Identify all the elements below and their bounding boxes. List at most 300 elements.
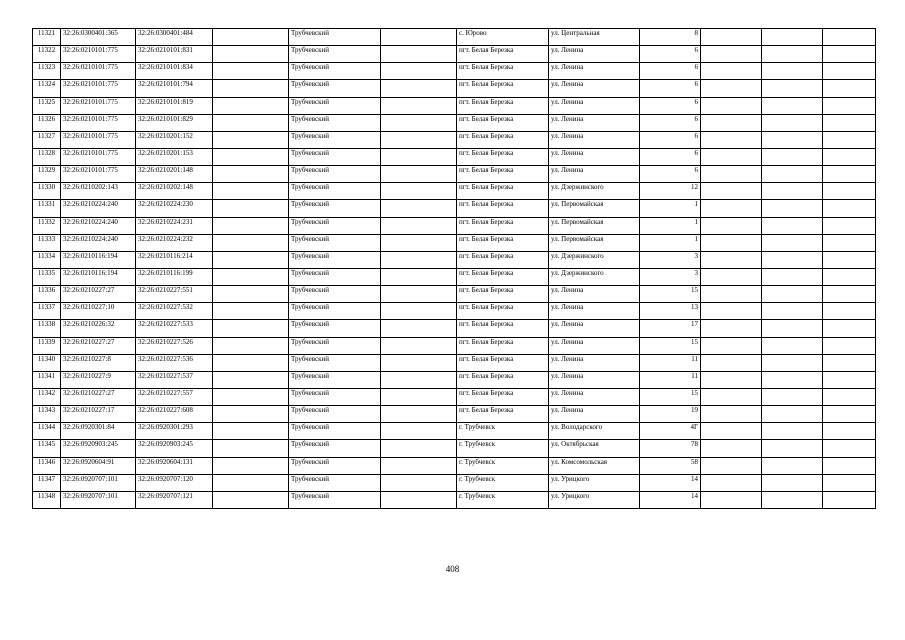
cadastral-parent: 32:26:0210224:240 <box>61 234 136 251</box>
district: Трубчевский <box>289 440 381 457</box>
settlement: пгт. Белая Березка <box>457 303 549 320</box>
row-number: 11339 <box>33 337 61 354</box>
row-number: 11346 <box>33 457 61 474</box>
district: Трубчевский <box>289 268 381 285</box>
row-number: 11327 <box>33 131 61 148</box>
table-row <box>33 234 876 251</box>
cadastral-number: 32:26:0210101:794 <box>136 80 213 97</box>
table-row <box>33 114 876 131</box>
blank-cell <box>823 166 876 183</box>
cadastral-number: 32:26:0920903:245 <box>136 440 213 457</box>
settlement: с. Юрово <box>457 29 549 46</box>
district: Трубчевский <box>289 371 381 388</box>
cadastral-number: 32:26:0210116:199 <box>136 268 213 285</box>
district: Трубчевский <box>289 491 381 508</box>
blank-cell <box>823 29 876 46</box>
blank-cell <box>701 148 762 165</box>
blank-cell <box>701 440 762 457</box>
house-number: 13 <box>640 303 701 320</box>
blank-cell <box>381 131 457 148</box>
house-number: 12 <box>640 183 701 200</box>
blank-cell <box>213 234 289 251</box>
district: Трубчевский <box>289 80 381 97</box>
settlement: пгт. Белая Березка <box>457 406 549 423</box>
street: ул. Ленина <box>549 148 640 165</box>
table-row <box>33 251 876 268</box>
cadastral-parent: 32:26:0210101:775 <box>61 63 136 80</box>
district: Трубчевский <box>289 286 381 303</box>
blank-cell <box>823 423 876 440</box>
blank-cell <box>762 354 823 371</box>
blank-cell <box>381 268 457 285</box>
blank-cell <box>701 97 762 114</box>
row-number: 11345 <box>33 440 61 457</box>
street: ул. Ленина <box>549 80 640 97</box>
blank-cell <box>213 406 289 423</box>
cadastral-parent: 32:26:0300401:365 <box>61 29 136 46</box>
blank-cell <box>381 217 457 234</box>
blank-cell <box>381 97 457 114</box>
blank-cell <box>762 97 823 114</box>
row-number: 11323 <box>33 63 61 80</box>
settlement: пгт. Белая Березка <box>457 114 549 131</box>
district: Трубчевский <box>289 200 381 217</box>
district: Трубчевский <box>289 131 381 148</box>
district: Трубчевский <box>289 303 381 320</box>
row-number: 11322 <box>33 46 61 63</box>
cadastral-number: 32:26:0920707:120 <box>136 474 213 491</box>
street: ул. Первомайская <box>549 234 640 251</box>
house-number: 11 <box>640 371 701 388</box>
cadastral-number: 32:26:0210227:532 <box>136 303 213 320</box>
blank-cell <box>762 406 823 423</box>
blank-cell <box>381 371 457 388</box>
blank-cell <box>213 303 289 320</box>
district: Трубчевский <box>289 217 381 234</box>
table-row <box>33 354 876 371</box>
settlement: пгт. Белая Березка <box>457 320 549 337</box>
cadastral-number: 32:26:0210101:831 <box>136 46 213 63</box>
cadastral-parent: 32:26:0210101:775 <box>61 148 136 165</box>
row-number: 11337 <box>33 303 61 320</box>
district: Трубчевский <box>289 63 381 80</box>
blank-cell <box>381 337 457 354</box>
blank-cell <box>701 131 762 148</box>
street: ул. Центральная <box>549 29 640 46</box>
row-number: 11344 <box>33 423 61 440</box>
blank-cell <box>213 148 289 165</box>
blank-cell <box>213 337 289 354</box>
blank-cell <box>381 183 457 200</box>
settlement: пгт. Белая Березка <box>457 371 549 388</box>
blank-cell <box>762 303 823 320</box>
blank-cell <box>213 97 289 114</box>
blank-cell <box>701 388 762 405</box>
table-row <box>33 131 876 148</box>
cadastral-parent: 32:26:0920903:245 <box>61 440 136 457</box>
house-number: 1 <box>640 234 701 251</box>
district: Трубчевский <box>289 46 381 63</box>
cadastral-number: 32:26:0210227:537 <box>136 371 213 388</box>
blank-cell <box>823 474 876 491</box>
district: Трубчевский <box>289 457 381 474</box>
table-row <box>33 29 876 46</box>
blank-cell <box>213 80 289 97</box>
house-number: 3 <box>640 251 701 268</box>
blank-cell <box>701 354 762 371</box>
cadastral-number: 32:26:0920604:131 <box>136 457 213 474</box>
street: ул. Ленина <box>549 354 640 371</box>
blank-cell <box>762 371 823 388</box>
blank-cell <box>381 423 457 440</box>
table-row <box>33 337 876 354</box>
blank-cell <box>701 337 762 354</box>
blank-cell <box>381 166 457 183</box>
street: ул. Ленина <box>549 371 640 388</box>
cadastral-parent: 32:26:0210116:194 <box>61 251 136 268</box>
table-row <box>33 320 876 337</box>
cadastral-parent: 32:26:0210101:775 <box>61 131 136 148</box>
blank-cell <box>381 251 457 268</box>
street: ул. Ленина <box>549 303 640 320</box>
cadastral-parent: 32:26:0920604:91 <box>61 457 136 474</box>
blank-cell <box>701 251 762 268</box>
house-number: 4Г <box>640 423 701 440</box>
settlement: пгт. Белая Березка <box>457 388 549 405</box>
cadastral-parent: 32:26:0210224:240 <box>61 200 136 217</box>
blank-cell <box>213 46 289 63</box>
house-number: 6 <box>640 166 701 183</box>
table-row <box>33 200 876 217</box>
blank-cell <box>823 440 876 457</box>
cadastral-number: 32:26:0210224:232 <box>136 234 213 251</box>
blank-cell <box>762 286 823 303</box>
row-number: 11340 <box>33 354 61 371</box>
blank-cell <box>381 457 457 474</box>
settlement: пгт. Белая Березка <box>457 97 549 114</box>
cadastral-number: 32:26:0210227:557 <box>136 388 213 405</box>
registry-table <box>32 28 876 509</box>
blank-cell <box>381 286 457 303</box>
blank-cell <box>823 148 876 165</box>
cadastral-parent: 32:26:0210227:27 <box>61 286 136 303</box>
blank-cell <box>762 29 823 46</box>
district: Трубчевский <box>289 406 381 423</box>
blank-cell <box>213 286 289 303</box>
row-number: 11325 <box>33 97 61 114</box>
settlement: г. Трубчевск <box>457 474 549 491</box>
table-row <box>33 80 876 97</box>
row-number: 11324 <box>33 80 61 97</box>
cadastral-parent: 32:26:0210202:143 <box>61 183 136 200</box>
settlement: пгт. Белая Березка <box>457 148 549 165</box>
table-row <box>33 423 876 440</box>
blank-cell <box>701 183 762 200</box>
table-row <box>33 388 876 405</box>
blank-cell <box>762 491 823 508</box>
house-number: 58 <box>640 457 701 474</box>
blank-cell <box>762 251 823 268</box>
page-number: 408 <box>445 564 460 574</box>
street: ул. Ленина <box>549 406 640 423</box>
blank-cell <box>701 114 762 131</box>
row-number: 11342 <box>33 388 61 405</box>
table-row <box>33 457 876 474</box>
row-number: 11330 <box>33 183 61 200</box>
row-number: 11331 <box>33 200 61 217</box>
blank-cell <box>762 63 823 80</box>
blank-cell <box>213 63 289 80</box>
blank-cell <box>213 200 289 217</box>
cadastral-number: 32:26:0210224:231 <box>136 217 213 234</box>
street: ул. Ленина <box>549 337 640 354</box>
blank-cell <box>823 46 876 63</box>
blank-cell <box>701 406 762 423</box>
row-number: 11334 <box>33 251 61 268</box>
house-number: 6 <box>640 148 701 165</box>
house-number: 6 <box>640 114 701 131</box>
street: ул. Урицкого <box>549 491 640 508</box>
blank-cell <box>701 268 762 285</box>
cadastral-number: 32:26:0210201:152 <box>136 131 213 148</box>
settlement: г. Трубчевск <box>457 423 549 440</box>
blank-cell <box>213 166 289 183</box>
blank-cell <box>381 491 457 508</box>
table-row <box>33 268 876 285</box>
house-number: 78 <box>640 440 701 457</box>
house-number: 6 <box>640 63 701 80</box>
settlement: пгт. Белая Березка <box>457 131 549 148</box>
blank-cell <box>381 29 457 46</box>
blank-cell <box>701 457 762 474</box>
blank-cell <box>762 337 823 354</box>
cadastral-number: 32:26:0210116:214 <box>136 251 213 268</box>
blank-cell <box>823 183 876 200</box>
street: ул. Урицкого <box>549 474 640 491</box>
settlement: пгт. Белая Березка <box>457 63 549 80</box>
blank-cell <box>381 63 457 80</box>
street: ул. Володарского <box>549 423 640 440</box>
blank-cell <box>762 46 823 63</box>
row-number: 11321 <box>33 29 61 46</box>
district: Трубчевский <box>289 474 381 491</box>
house-number: 11 <box>640 354 701 371</box>
house-number: 1 <box>640 217 701 234</box>
blank-cell <box>213 491 289 508</box>
house-number: 17 <box>640 320 701 337</box>
blank-cell <box>701 234 762 251</box>
blank-cell <box>762 423 823 440</box>
row-number: 11329 <box>33 166 61 183</box>
blank-cell <box>701 474 762 491</box>
cadastral-parent: 32:26:0210227:8 <box>61 354 136 371</box>
settlement: г. Трубчевск <box>457 457 549 474</box>
table-body <box>33 29 876 509</box>
blank-cell <box>701 371 762 388</box>
blank-cell <box>381 303 457 320</box>
house-number: 6 <box>640 80 701 97</box>
blank-cell <box>213 217 289 234</box>
cadastral-parent: 32:26:0210227:27 <box>61 337 136 354</box>
blank-cell <box>213 29 289 46</box>
cadastral-number: 32:26:0210202:148 <box>136 183 213 200</box>
district: Трубчевский <box>289 388 381 405</box>
district: Трубчевский <box>289 166 381 183</box>
blank-cell <box>762 320 823 337</box>
blank-cell <box>213 354 289 371</box>
cadastral-parent: 32:26:0920707:101 <box>61 474 136 491</box>
house-number: 6 <box>640 97 701 114</box>
cadastral-number: 32:26:0210101:834 <box>136 63 213 80</box>
blank-cell <box>701 423 762 440</box>
blank-cell <box>823 97 876 114</box>
cadastral-number: 32:26:0210227:608 <box>136 406 213 423</box>
blank-cell <box>701 29 762 46</box>
blank-cell <box>762 217 823 234</box>
table-row <box>33 303 876 320</box>
blank-cell <box>762 131 823 148</box>
blank-cell <box>701 200 762 217</box>
street: ул. Ленина <box>549 320 640 337</box>
settlement: пгт. Белая Березка <box>457 80 549 97</box>
blank-cell <box>823 63 876 80</box>
cadastral-parent: 32:26:0210101:775 <box>61 80 136 97</box>
street: ул. Первомайская <box>549 200 640 217</box>
row-number: 11328 <box>33 148 61 165</box>
table-row <box>33 97 876 114</box>
blank-cell <box>381 200 457 217</box>
blank-cell <box>823 114 876 131</box>
row-number: 11343 <box>33 406 61 423</box>
cadastral-parent: 32:26:0210224:240 <box>61 217 136 234</box>
blank-cell <box>381 80 457 97</box>
blank-cell <box>823 131 876 148</box>
blank-cell <box>823 303 876 320</box>
street: ул. Первомайская <box>549 217 640 234</box>
street: ул. Ленина <box>549 286 640 303</box>
table-row <box>33 217 876 234</box>
street: ул. Октябрьская <box>549 440 640 457</box>
house-number: 15 <box>640 388 701 405</box>
house-number: 14 <box>640 474 701 491</box>
house-number: 6 <box>640 46 701 63</box>
blank-cell <box>762 148 823 165</box>
cadastral-number: 32:26:0210201:148 <box>136 166 213 183</box>
blank-cell <box>213 183 289 200</box>
blank-cell <box>381 440 457 457</box>
street: ул. Ленина <box>549 46 640 63</box>
cadastral-parent: 32:26:0920707:101 <box>61 491 136 508</box>
cadastral-parent: 32:26:0210101:775 <box>61 166 136 183</box>
settlement: пгт. Белая Березка <box>457 46 549 63</box>
blank-cell <box>823 371 876 388</box>
cadastral-parent: 32:26:0210101:775 <box>61 114 136 131</box>
street: ул. Ленина <box>549 131 640 148</box>
district: Трубчевский <box>289 97 381 114</box>
blank-cell <box>762 457 823 474</box>
district: Трубчевский <box>289 354 381 371</box>
settlement: пгт. Белая Березка <box>457 183 549 200</box>
street: ул. Комсомольская <box>549 457 640 474</box>
cadastral-parent: 32:26:0920301:84 <box>61 423 136 440</box>
blank-cell <box>701 320 762 337</box>
table-row <box>33 166 876 183</box>
settlement: пгт. Белая Березка <box>457 337 549 354</box>
blank-cell <box>762 166 823 183</box>
house-number: 6 <box>640 131 701 148</box>
blank-cell <box>823 80 876 97</box>
house-number: 15 <box>640 286 701 303</box>
district: Трубчевский <box>289 320 381 337</box>
cadastral-number: 32:26:0210227:533 <box>136 320 213 337</box>
cadastral-parent: 32:26:0210226:32 <box>61 320 136 337</box>
street: ул. Ленина <box>549 114 640 131</box>
row-number: 11333 <box>33 234 61 251</box>
settlement: пгт. Белая Березка <box>457 354 549 371</box>
blank-cell <box>823 320 876 337</box>
table-row <box>33 371 876 388</box>
cadastral-parent: 32:26:0210227:27 <box>61 388 136 405</box>
row-number: 11347 <box>33 474 61 491</box>
cadastral-number: 32:26:0210227:536 <box>136 354 213 371</box>
blank-cell <box>701 63 762 80</box>
blank-cell <box>823 337 876 354</box>
blank-cell <box>701 491 762 508</box>
cadastral-parent: 32:26:0210101:775 <box>61 46 136 63</box>
blank-cell <box>701 166 762 183</box>
district: Трубчевский <box>289 183 381 200</box>
cadastral-parent: 32:26:0210227:9 <box>61 371 136 388</box>
blank-cell <box>381 406 457 423</box>
street: ул. Дзержинского <box>549 183 640 200</box>
blank-cell <box>213 371 289 388</box>
house-number: 3 <box>640 268 701 285</box>
cadastral-number: 32:26:0210101:829 <box>136 114 213 131</box>
cadastral-number: 32:26:0210227:551 <box>136 286 213 303</box>
blank-cell <box>823 268 876 285</box>
blank-cell <box>823 234 876 251</box>
blank-cell <box>823 354 876 371</box>
blank-cell <box>762 234 823 251</box>
street: ул. Ленина <box>549 388 640 405</box>
cadastral-number: 32:26:0300401:484 <box>136 29 213 46</box>
table-row <box>33 148 876 165</box>
row-number: 11348 <box>33 491 61 508</box>
blank-cell <box>823 286 876 303</box>
blank-cell <box>762 440 823 457</box>
blank-cell <box>762 183 823 200</box>
row-number: 11335 <box>33 268 61 285</box>
table-row <box>33 406 876 423</box>
row-number: 11332 <box>33 217 61 234</box>
row-number: 11336 <box>33 286 61 303</box>
settlement: пгт. Белая Березка <box>457 234 549 251</box>
blank-cell <box>823 388 876 405</box>
blank-cell <box>823 406 876 423</box>
table-row <box>33 183 876 200</box>
blank-cell <box>701 286 762 303</box>
row-number: 11341 <box>33 371 61 388</box>
district: Трубчевский <box>289 114 381 131</box>
cadastral-number: 32:26:0920301:293 <box>136 423 213 440</box>
row-number: 11326 <box>33 114 61 131</box>
table-row <box>33 46 876 63</box>
blank-cell <box>701 80 762 97</box>
blank-cell <box>381 388 457 405</box>
blank-cell <box>213 423 289 440</box>
blank-cell <box>701 217 762 234</box>
street: ул. Ленина <box>549 97 640 114</box>
